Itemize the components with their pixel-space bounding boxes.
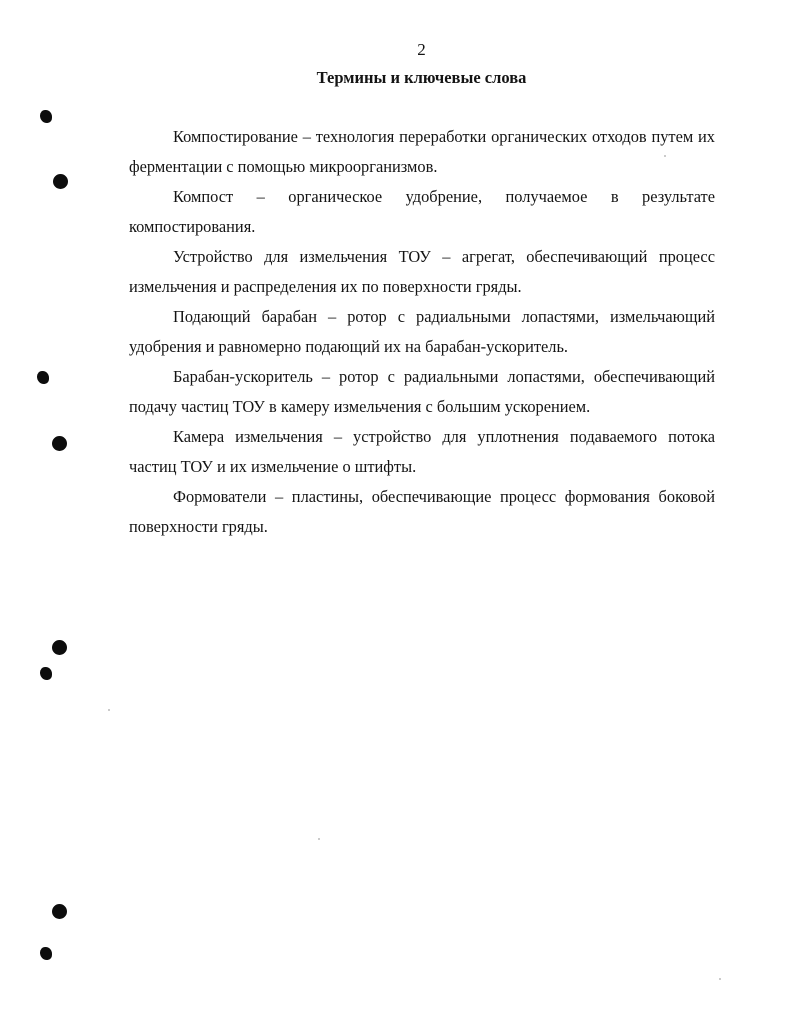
binder-hole — [52, 436, 67, 451]
page-number: 2 — [417, 40, 426, 59]
term-crushing-device: Устройство для измельчения ТОУ – агрегат, обеспечивающий процесс измельчения и распределения их по поверхности гряды. — [129, 247, 715, 296]
term-accelerator-drum: Барабан-ускоритель – ротор с радиальными лопастями, обеспечивающий подачу частиц ТОУ в камеру измельчения с большим ускорением. — [129, 367, 715, 416]
term-formers: Формователи – пластины, обеспечивающие процесс формования боковой поверхности гряды. — [129, 487, 715, 536]
binder-hole-mark — [40, 667, 52, 680]
binder-hole-mark — [40, 110, 52, 123]
term-compost: Компост – органическое удобрение, получаемое в результате компостирования. — [129, 187, 715, 236]
binder-hole — [52, 640, 67, 655]
term-composting: Компостирование – технология переработки органических отходов путем их ферментации с помощью микроорганизмов. — [129, 127, 715, 176]
binder-hole-mark — [37, 371, 49, 384]
page-heading: Термины и ключевые слова — [316, 68, 527, 87]
term-feed-drum: Подающий барабан – ротор с радиальными лопастями, измельчающий удобрения и равномерно подающий их на барабан-ускоритель. — [129, 307, 715, 356]
scan-speck — [318, 838, 320, 840]
terms-list — [129, 122, 715, 542]
scan-speck — [108, 709, 110, 711]
scan-speck — [719, 978, 721, 980]
binder-hole — [53, 174, 68, 189]
binder-hole — [52, 904, 67, 919]
term-crushing-chamber: Камера измельчения – устройство для уплотнения подаваемого потока частиц ТОУ и их измельчение о штифты. — [129, 427, 715, 476]
binder-hole-mark — [40, 947, 52, 960]
scan-speck — [664, 155, 666, 157]
